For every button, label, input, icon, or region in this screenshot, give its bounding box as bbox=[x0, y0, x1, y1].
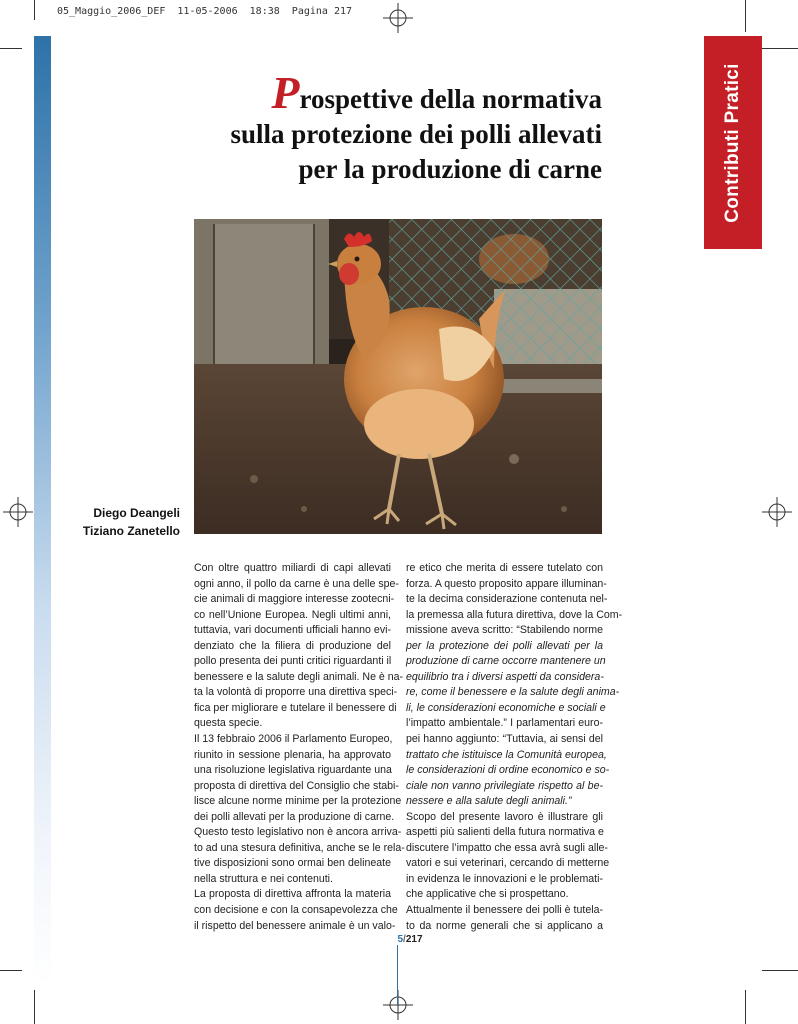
text-line: Con oltre quattro miliardi di capi allevati bbox=[194, 562, 391, 574]
text-line: aspetti più salienti della futura normativa e bbox=[406, 826, 604, 839]
paragraph bbox=[194, 561, 404, 732]
crop-mark bbox=[0, 48, 22, 49]
text-line: forza. A questo proposito appare illuminan- bbox=[406, 577, 607, 590]
crop-mark bbox=[745, 990, 746, 1024]
text-line: Attualmente il benessere dei polli è tutela- bbox=[406, 904, 603, 917]
section-tab bbox=[704, 36, 762, 249]
paragraph bbox=[406, 810, 610, 903]
crop-mark bbox=[34, 990, 35, 1024]
author-name: Tiziano Zanetello bbox=[82, 524, 180, 538]
folio-separator: / bbox=[403, 934, 406, 945]
text-line: per la protezione dei polli allevati per la bbox=[406, 639, 603, 652]
paragraph bbox=[194, 732, 405, 887]
text-line: discutere l’impatto che essa avrà sugli alle- bbox=[406, 841, 608, 854]
text-line: tive disposizioni sono ormai ben delineate bbox=[194, 857, 391, 870]
text-line: in evidenza le innovazioni e le problemati- bbox=[406, 872, 603, 885]
authors bbox=[60, 504, 180, 540]
paragraph bbox=[406, 561, 623, 810]
text-line: co nell’Unione Europea. Negli ultimi anni, bbox=[194, 608, 391, 621]
text-line: proposta di direttiva del Consiglio che stabi- bbox=[194, 779, 399, 792]
folio-number: 5 bbox=[397, 934, 404, 945]
text-line: missione aveva scritto: “Stabilendo norme bbox=[406, 624, 603, 637]
registration-mark-icon bbox=[383, 990, 413, 1020]
text-line: fica per migliorare e tutelare il benessere di bbox=[194, 701, 397, 714]
text-line: vatori e sui veterinari, cercando di metterne bbox=[406, 857, 610, 870]
text-line: nella struttura e nei contenuti. bbox=[194, 872, 333, 885]
left-color-bar bbox=[34, 36, 51, 986]
text-line: te la decima considerazione contenuta nel- bbox=[406, 593, 608, 606]
paragraph bbox=[406, 903, 603, 934]
text-line: la premessa alla futura direttiva, dove la Com- bbox=[406, 608, 623, 621]
text-line: pollo presenta dei punti critici riguardanti il bbox=[194, 655, 392, 668]
paragraph bbox=[194, 887, 398, 934]
text-line: benessere e la salute degli animali. Ne è na- bbox=[194, 670, 404, 683]
text-line: l’impatto ambientale.” I parlamentari euro- bbox=[406, 717, 603, 730]
text-line: Questo testo legislativo non è ancora arriva- bbox=[194, 826, 402, 839]
text-line: che applicative che si prospettano. bbox=[406, 888, 569, 901]
crop-mark bbox=[745, 0, 746, 32]
text-line: riunito in sessione plenaria, ha approvato bbox=[194, 748, 391, 761]
text-line: equilibrio tra i diversi aspetti da considera- bbox=[406, 670, 604, 683]
hen-illustration bbox=[194, 219, 602, 534]
text-line: pei hanno aggiunto: “Tuttavia, ai sensi del bbox=[406, 733, 603, 746]
crop-mark bbox=[762, 970, 798, 971]
text-line: le considerazioni di ordine economico e so- bbox=[406, 764, 610, 777]
body-column-1 bbox=[194, 561, 405, 934]
text-line: lisce alcune norme minime per la protezione bbox=[194, 795, 402, 808]
text-line: to ad una stesura definitiva, anche se le rela- bbox=[194, 841, 405, 854]
crop-mark bbox=[0, 970, 22, 971]
folio-rule bbox=[397, 945, 398, 1005]
text-line: re etico che merita di essere tutelato con bbox=[406, 562, 603, 574]
title-dropcap: P bbox=[271, 67, 300, 118]
registration-mark-icon bbox=[383, 3, 413, 33]
printer-slug: 05_Maggio_2006_DEF 11-05-2006 18:38 Pagina 217 bbox=[57, 6, 353, 17]
text-line: questa specie. bbox=[194, 717, 263, 730]
text-line: to da norme generali che si applicano a bbox=[406, 919, 603, 932]
text-line: re, come il benessere e la salute degli anima- bbox=[406, 686, 620, 699]
text-line: nessere e alla salute degli animali.” bbox=[406, 795, 572, 808]
page-folio bbox=[380, 934, 440, 945]
text-line: Il 13 febbraio 2006 il Parlamento Europeo, bbox=[194, 733, 393, 746]
text-line: con decisione e con la consapevolezza che bbox=[194, 904, 398, 917]
text-line: ogni anno, il pollo da carne è una delle spe- bbox=[194, 577, 399, 590]
title-line-1: rospettive della normativa bbox=[299, 84, 602, 114]
text-line: ciale non vanno privilegiate rispetto al be- bbox=[406, 779, 603, 792]
hen-photo bbox=[194, 219, 602, 534]
text-line: denziato che la filiera di produzione del bbox=[194, 639, 391, 652]
text-line: li, le considerazioni economiche e sociali e bbox=[406, 701, 606, 714]
text-line: La proposta di direttiva affronta la materia bbox=[194, 888, 391, 901]
text-line: Scopo del presente lavoro è illustrare gli bbox=[406, 810, 603, 823]
body-column-2 bbox=[406, 561, 623, 934]
title-line-2: sulla protezione dei polli allevati bbox=[230, 119, 602, 149]
text-line: ta la volontà di proporre una direttiva speci- bbox=[194, 686, 398, 699]
crop-mark bbox=[34, 0, 35, 20]
text-line: produzione di carne occorre mantenere un bbox=[406, 655, 606, 668]
folio-page: 217 bbox=[405, 934, 423, 945]
text-line: il rispetto del benessere animale è un valo- bbox=[194, 919, 396, 932]
text-line: cie animali di maggiore interesse zootecni- bbox=[194, 593, 395, 606]
article-title bbox=[150, 67, 602, 187]
registration-mark-icon bbox=[3, 497, 33, 527]
crop-mark bbox=[762, 48, 798, 49]
text-line: dei polli allevati per la produzione di carne. bbox=[194, 810, 395, 823]
title-line-3: per la produzione di carne bbox=[298, 154, 602, 184]
text-line: trattato che istituisce la Comunità europea, bbox=[406, 748, 607, 761]
text-line: una risoluzione legislativa riguardante una bbox=[194, 764, 392, 777]
section-tab-label: Contributi Pratici bbox=[722, 62, 744, 223]
text-line: tuttavia, vari documenti ufficiali hanno evi- bbox=[194, 624, 391, 637]
author-name: Diego Deangeli bbox=[93, 506, 180, 520]
registration-mark-icon bbox=[762, 497, 792, 527]
